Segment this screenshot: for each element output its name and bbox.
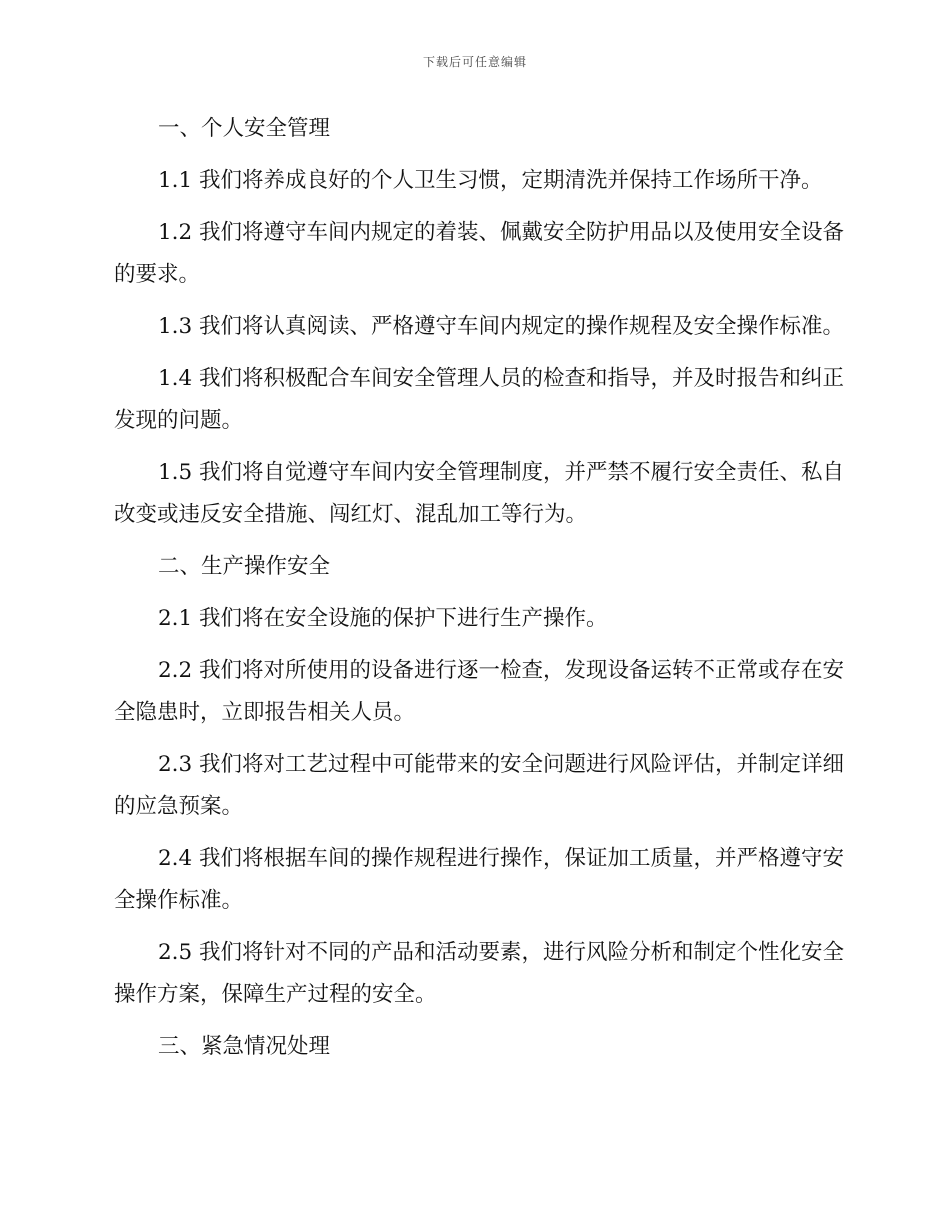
paragraph-line: 1.5 我们将自觉遵守车间内安全管理制度，并严禁不履行安全责任、私自 [158,460,845,485]
paragraph [114,744,845,828]
section-heading [114,108,839,150]
document-body [114,108,845,1068]
paragraph [114,212,845,296]
paragraph [114,932,845,1016]
section-heading-text: 二、生产操作安全 [158,554,331,579]
paragraph-line: 的应急预案。 [114,794,244,819]
paragraph-line: 全隐患时，立即报告相关人员。 [114,700,416,725]
paragraph-line: 2.4 我们将根据车间的操作规程进行操作，保证加工质量，并严格遵守安 [158,846,845,871]
paragraph [114,838,845,922]
paragraph-line: 2.2 我们将对所使用的设备进行逐一检查，发现设备运转不正常或存在安 [158,658,845,683]
paragraph [114,452,845,536]
paragraph-line: 发现的问题。 [114,408,244,433]
section-heading [114,1026,839,1068]
paragraph-line: 全操作标准。 [114,888,244,913]
paragraph [114,306,845,348]
paragraph-line: 2.5 我们将针对不同的产品和活动要素，进行风险分析和制定个性化安全 [158,940,845,965]
paragraph [114,358,845,442]
paragraph-line: 的要求。 [114,262,201,287]
paragraph [114,650,845,734]
paragraph-line: 1.2 我们将遵守车间内规定的着装、佩戴安全防护用品以及使用安全设备 [158,220,845,245]
section-heading-text: 一、个人安全管理 [158,116,331,141]
paragraph-line: 改变或违反安全措施、闯红灯、混乱加工等行为。 [114,502,588,527]
section-heading-text: 三、紧急情况处理 [158,1034,331,1059]
section-heading [114,546,839,588]
paragraph-line: 2.3 我们将对工艺过程中可能带来的安全问题进行风险评估，并制定详细 [158,752,845,777]
paragraph-line: 1.3 我们将认真阅读、严格遵守车间内规定的操作规程及安全操作标准。 [158,314,845,339]
paragraph [114,160,839,202]
page-header-note: 下载后可任意编辑 [422,55,527,69]
paragraph [114,598,839,640]
paragraph-line: 操作方案，保障生产过程的安全。 [114,982,437,1007]
paragraph-line: 1.1 我们将养成良好的个人卫生习惯，定期清洗并保持工作场所干净。 [158,168,823,193]
paragraph-line: 2.1 我们将在安全设施的保护下进行生产操作。 [158,606,608,631]
paragraph-line: 1.4 我们将积极配合车间安全管理人员的检查和指导，并及时报告和纠正 [158,366,845,391]
